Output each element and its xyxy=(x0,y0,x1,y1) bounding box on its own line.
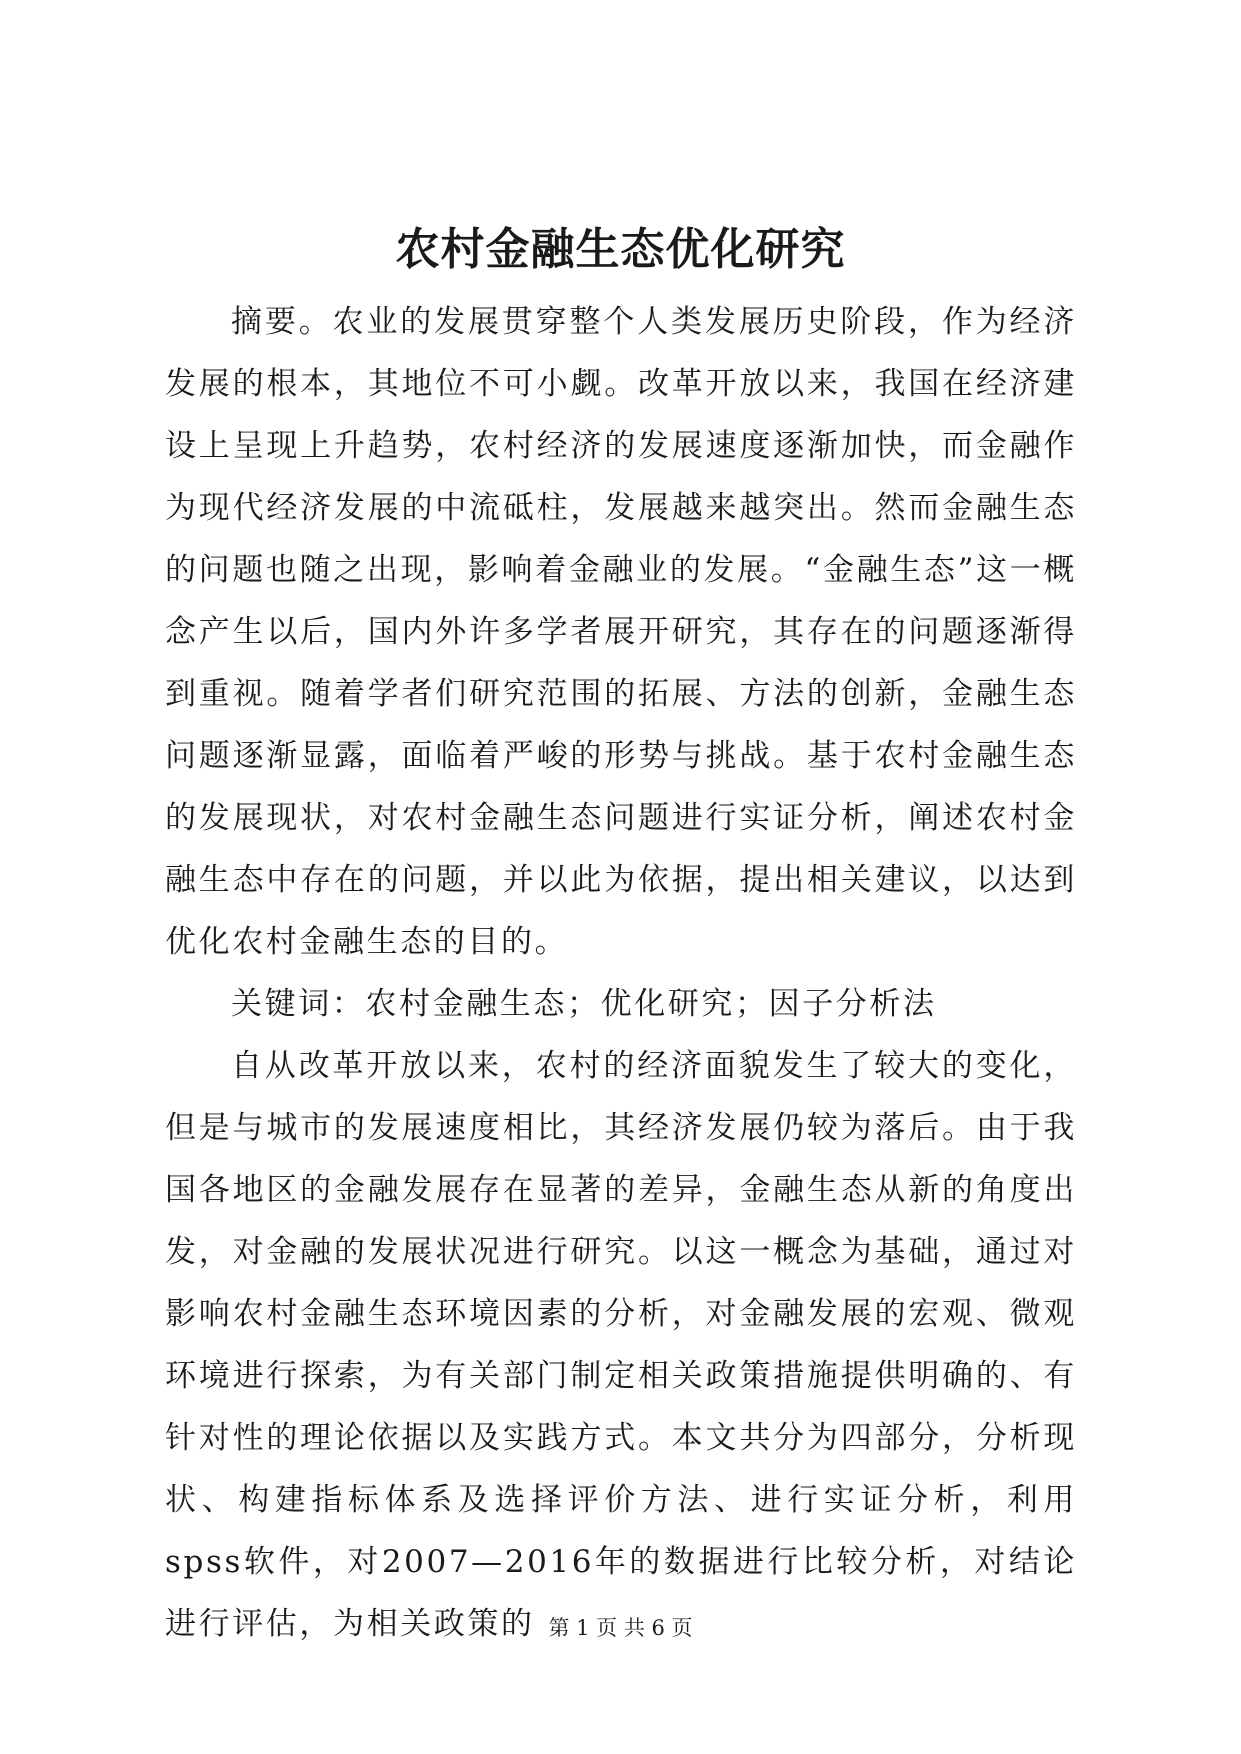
document-body xyxy=(165,291,1077,1655)
keywords-paragraph: 关键词：农村金融生态；优化研究；因子分析法 xyxy=(231,986,937,1022)
document-title: 农村金融生态优化研究 xyxy=(395,224,846,275)
intro-paragraph: 自从改革开放以来，农村的经济面貌发生了较大的变化，但是与城市的发展速度相比，其经济发展仍较为落后。由于我国各地区的金融发展存在显著的差异，金融生态从新的角度出发，对金融的发展状况进行研究。以这一概念为基础，通过对影响农村金融生态环境因素的分析，对金融发展的宏观、微观环境进行探索，为有关部门制定相关政策措施提供明确的、有针对性的理论依据以及实践方式。本文共分为四部分，分析现状、构建指标体系及选择评价方法、进行实证分析，利用spss软件，对2007—2016年的数据进行比较分析，对结论进行评估，为相关政策的 xyxy=(165,1048,1077,1642)
page-number-footer: 第 1 页 共 6 页 xyxy=(548,1616,693,1640)
abstract-paragraph: 摘要。农业的发展贯穿整个人类发展历史阶段，作为经济发展的根本，其地位不可小觑。改革开放以来，我国在经济建设上呈现上升趋势，农村经济的发展速度逐渐加快，而金融作为现代经济发展的中流砥柱，发展越来越突出。然而金融生态的问题也随之出现，影响着金融业的发展。“金融生态”这一概念产生以后，国内外许多学者展开研究，其存在的问题逐渐得到重视。随着学者们研究范围的拓展、方法的创新，金融生态问题逐渐显露，面临着严峻的形势与挑战。基于农村金融生态的发展现状，对农村金融生态问题进行实证分析，阐述农村金融生态中存在的问题，并以此为依据，提出相关建议，以达到优化农村金融生态的目的。 xyxy=(165,304,1077,960)
